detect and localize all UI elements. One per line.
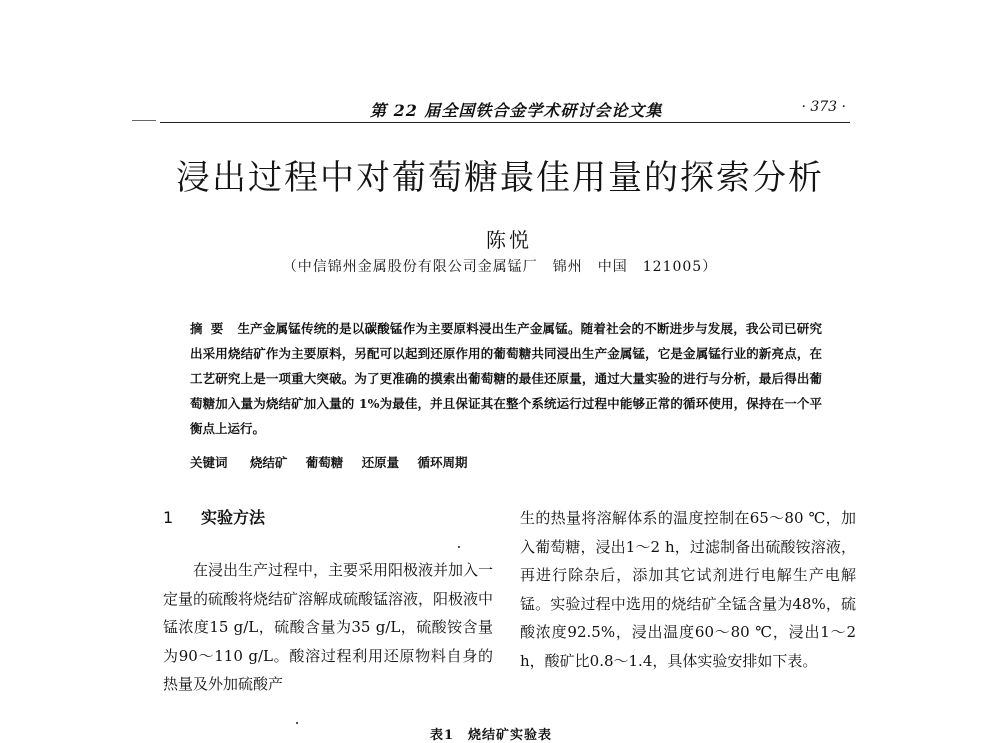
scan-speck: [296, 722, 298, 724]
table-caption: 表1 烧结矿实验表: [430, 728, 553, 743]
right-column: [520, 504, 856, 675]
scan-speck: [458, 546, 460, 548]
abstract-text: 生产金属锰传统的是以碳酸锰作为主要原料浸出生产金属锰。随着社会的不断进步与发展，我公司已研究出采用烧结矿作为主要原料，另配可以起到还原作用的葡萄糖共同浸出生产金属锰，它是金属锰行业的新亮点，在工艺研究上是一项重大突破。为了更准确的摸索出葡萄糖的最佳还原量，通过大量实验的进行与分析，最后得出葡萄糖加入量为烧结矿加入量的 1%为最佳，并且保证其在整个系统运行过程中能够正常的循环使用，保持在一个平衡点上运行。: [190, 321, 822, 436]
section-number: 1: [163, 508, 174, 527]
article-title: 浸出过程中对葡萄糖最佳用量的探索分析: [176, 158, 824, 198]
abstract-label: 摘要: [190, 321, 232, 336]
keyword-item: 葡萄糖: [305, 455, 344, 470]
conference-title: 第 22 届全国铁合金学术研讨会论文集: [370, 101, 663, 120]
keyword-item: 还原量: [361, 455, 400, 470]
page-number: · 373 ·: [801, 99, 846, 115]
keyword-item: 循环周期: [417, 455, 468, 470]
body-paragraph-left: 在浸出生产过程中，主要采用阳极液并加入一定量的硫酸将烧结矿溶解成硫酸锰溶液，阳极液中锰浓度15 g/L，硫酸含量为35 g/L，硫酸铵含量为90～110 g/L。酸溶过程利用还原物料自身的热量及外加硫酸产: [163, 561, 494, 693]
author-affiliation: （中信锦州金属股份有限公司金属锰厂 锦州 中国 121005）: [282, 259, 718, 275]
section-title: 实验方法: [201, 508, 266, 527]
running-header: [160, 96, 850, 123]
header-rule-extension: [132, 120, 156, 121]
left-column: [163, 504, 493, 699]
body-paragraph-right: 生的热量将溶解体系的温度控制在65～80 ℃，加入葡萄糖，浸出1～2 h，过滤制备出硫酸铵溶液，再进行除杂后，添加其它试剂进行电解生产电解锰。实验过程中选用的烧结矿全锰含量为48%，硫酸浓度92.5%，浸出温度60～80 ℃，浸出1～2 h，酸矿比0.8～1.4，具体实验安排如下表。: [520, 509, 856, 670]
keywords: [190, 453, 822, 473]
keywords-label: 关键词: [190, 455, 228, 470]
keyword-item: 烧结矿: [249, 455, 288, 470]
author-name: 陈悦: [486, 228, 532, 252]
abstract: [190, 316, 822, 441]
section-heading: [163, 504, 493, 532]
